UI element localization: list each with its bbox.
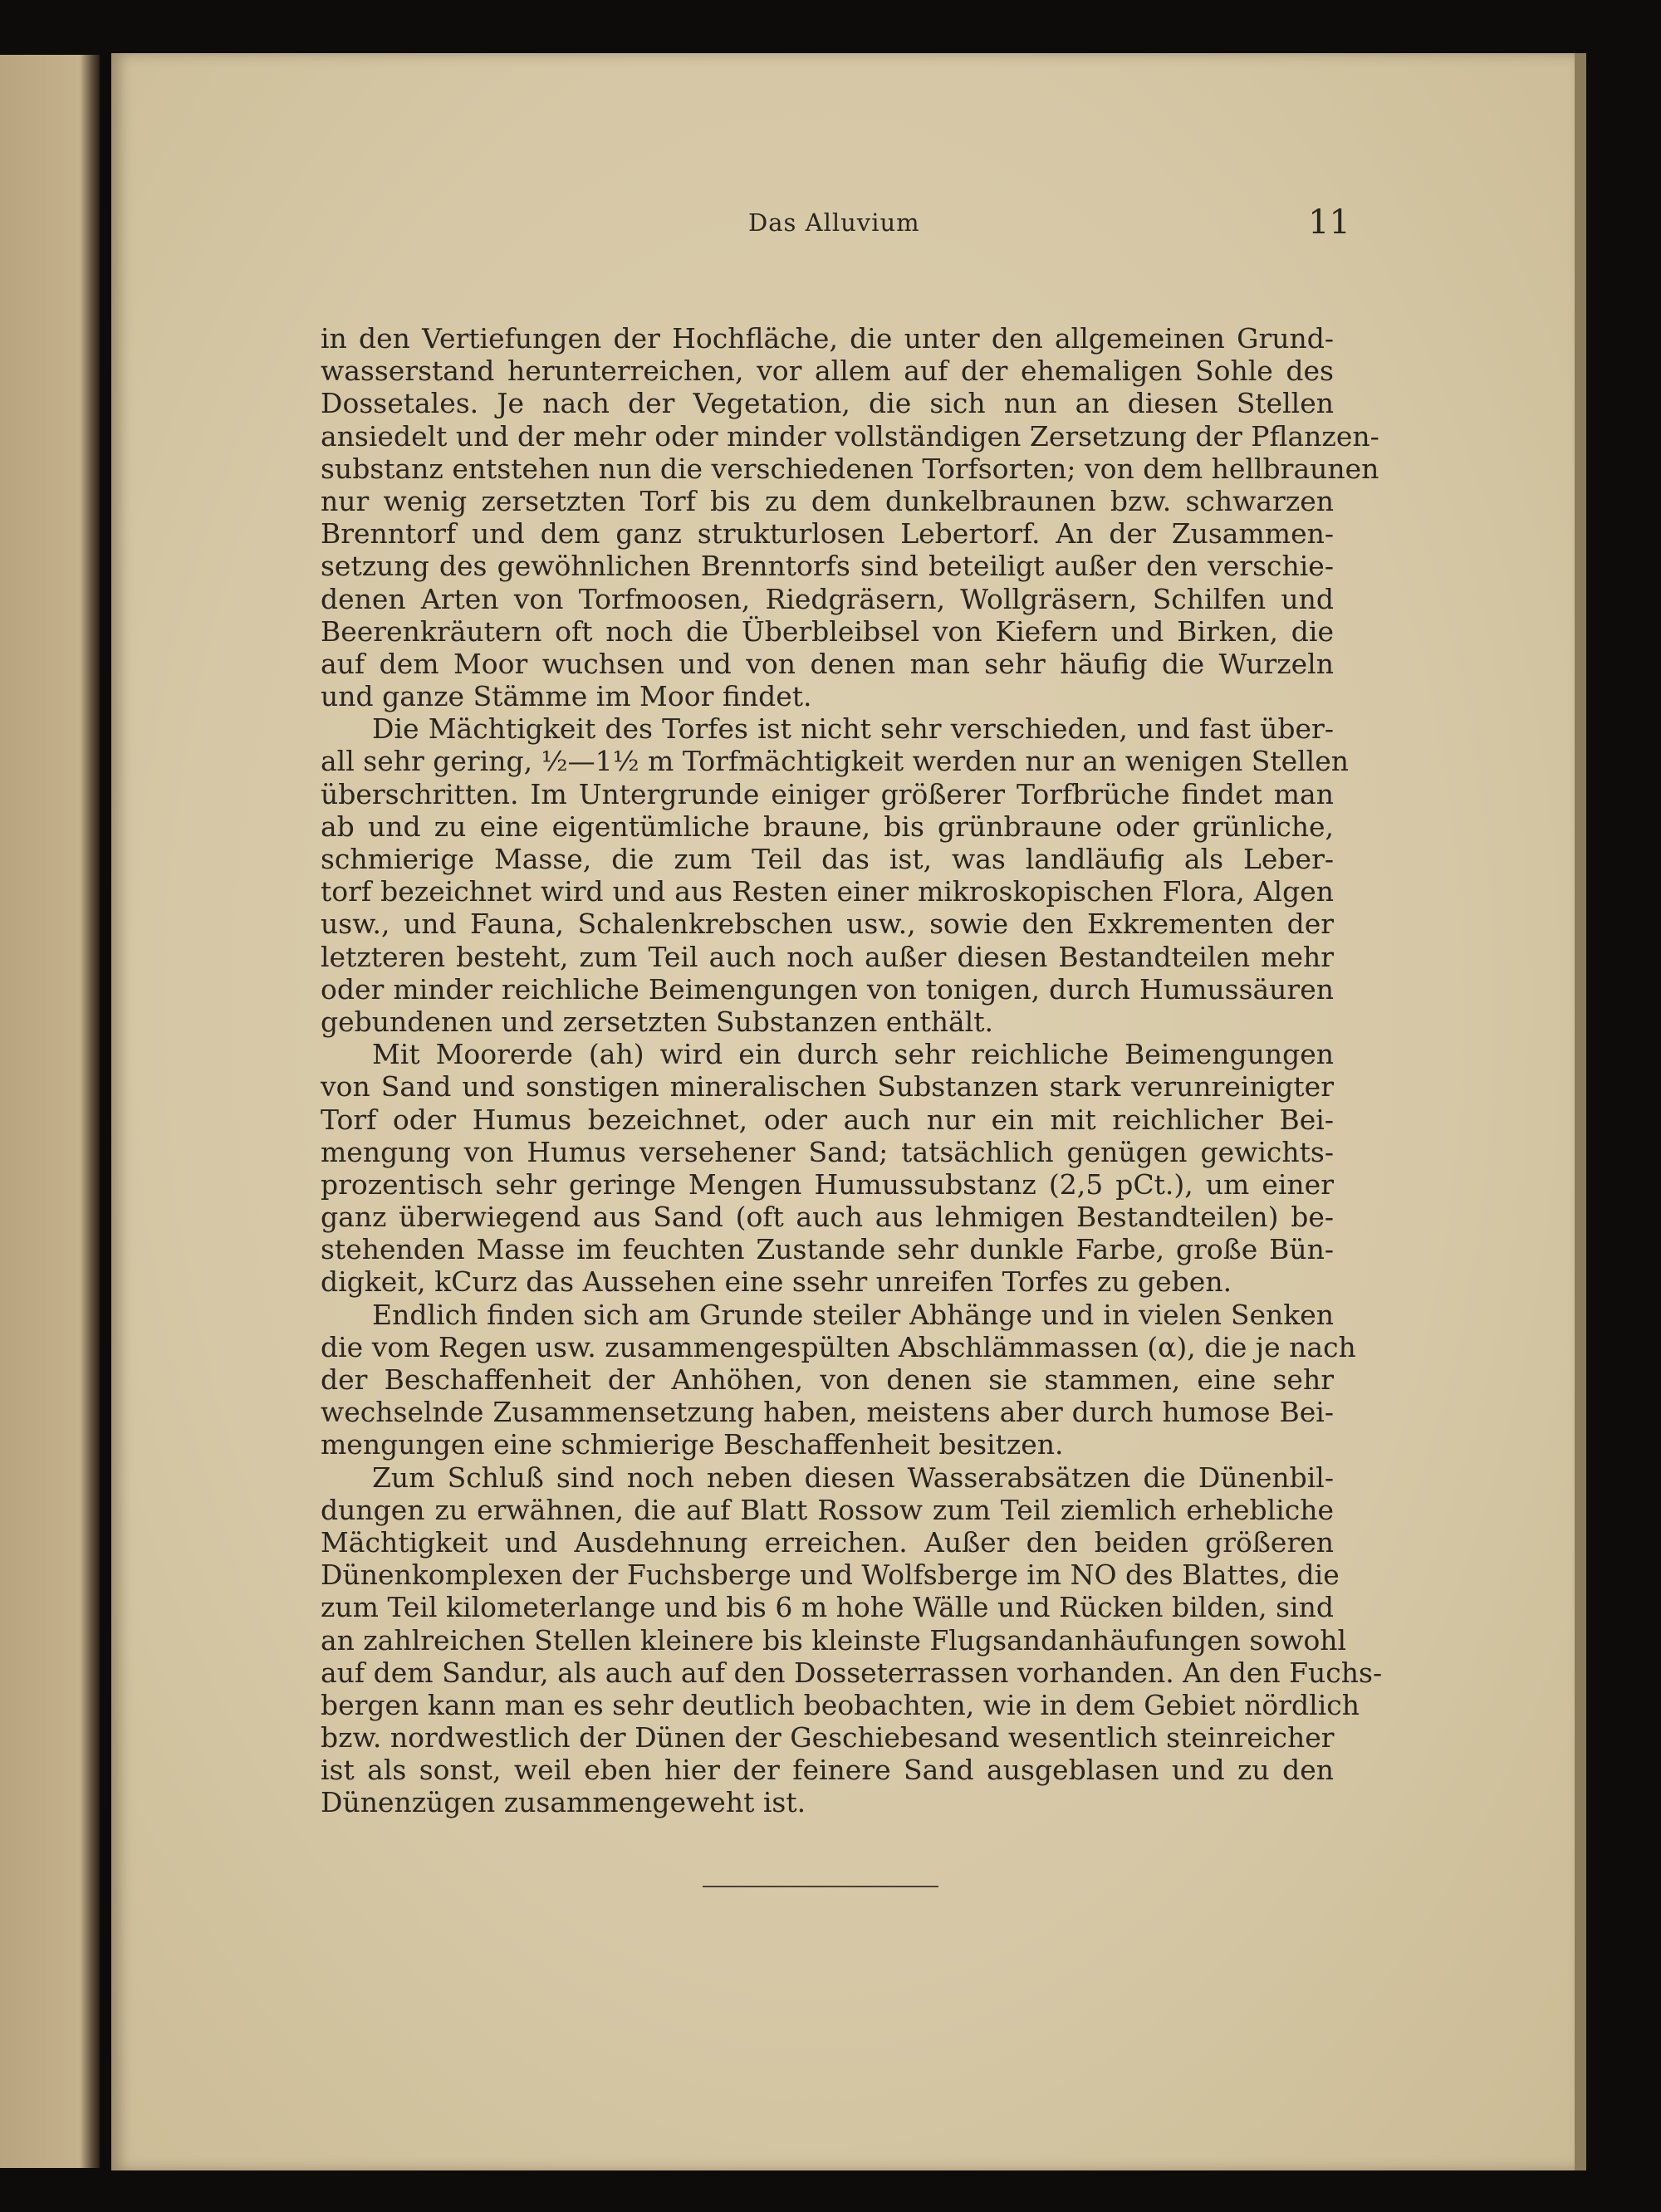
text-line: letzteren besteht, zum Teil auch noch außer diesen Bestandteilen mehr (321, 940, 1334, 973)
text-body (321, 322, 1383, 1819)
text-line: Mit Moorerde (ah) wird ein durch sehr reichliche Beimengungen (372, 1038, 1334, 1071)
text-line: Endlich finden sich am Grunde steiler Abhänge und in vielen Senken (372, 1298, 1334, 1331)
text-line: Dossetales. Je nach der Vegetation, die sich nun an diesen Stellen (321, 387, 1334, 420)
facing-page-edge (0, 55, 100, 2168)
text-line: ist als sonst, weil eben hier der feinere Sand ausgeblasen und zu den (321, 1754, 1334, 1787)
text-line: mengung von Humus versehener Sand; tatsächlich genügen gewichts- (321, 1135, 1334, 1168)
page-number: 11 (1308, 203, 1350, 242)
text-line: überschritten. Im Untergrunde einiger größerer Torfbrüche findet man (321, 777, 1334, 810)
text-line: Dünenkomplexen der Fuchsberge und Wolfsberge im NO des Blattes, die (321, 1559, 1340, 1592)
text-line: von Sand und sonstigen mineralischen Substanzen stark verunreinigter (321, 1070, 1334, 1104)
text-line: wasserstand herunterreichen, vor allem auf der ehemaligen Sohle des (321, 355, 1334, 388)
text-line: schmierige Masse, die zum Teil das ist, was landläufig als Leber- (321, 843, 1334, 875)
text-line: an zahlreichen Stellen kleinere bis kleinste Flugsandanhäufungen sowohl (321, 1623, 1347, 1657)
text-line: Torf oder Humus bezeichnet, oder auch nur ein mit reichlicher Bei- (321, 1103, 1334, 1136)
text-line: auf dem Moor wuchsen und von denen man sehr häufig die Wurzeln (321, 647, 1334, 680)
text-line: Dünenzügen zusammengeweht ist. (321, 1786, 806, 1819)
text-line: in den Vertiefungen der Hochfläche, die unter den allgemeinen Grund- (321, 322, 1334, 355)
end-rule (703, 1886, 938, 1887)
text-line: zum Teil kilometerlange und bis 6 m hohe Wälle und Rücken bilden, sind (321, 1591, 1334, 1624)
text-line: substanz entstehen nun die verschiedenen Torfsorten; von dem hellbraunen (321, 452, 1379, 485)
text-line: prozentisch sehr geringe Mengen Humussubstanz (2,5 pCt.), um einer (321, 1167, 1334, 1201)
text-line: der Beschaffenheit der Anhöhen, von denen sie stammen, eine sehr (321, 1363, 1334, 1396)
text-line: nur wenig zersetzten Torf bis zu dem dunkelbraunen bzw. schwarzen (321, 484, 1334, 517)
text-line: denen Arten von Torfmoosen, Riedgräsern, Wollgräsern, Schilfen und (321, 582, 1334, 615)
text-line: Zum Schluß sind noch neben diesen Wasserabsätzen die Dünenbil- (372, 1461, 1334, 1494)
text-line: gebundenen und zersetzten Substanzen enthält. (321, 1005, 993, 1038)
text-line: oder minder reichliche Beimengungen von tonigen, durch Humussäuren (321, 972, 1334, 1006)
text-line: Die Mächtigkeit des Torfes ist nicht sehr verschieden, und fast über- (372, 712, 1334, 746)
text-line: bzw. nordwestlich der Dünen der Geschiebesand wesentlich steinreicher (321, 1721, 1335, 1754)
text-line: stehenden Masse im feuchten Zustande sehr dunkle Farbe, große Bün- (321, 1233, 1334, 1266)
text-line: torf bezeichnet wird und aus Resten einer mikroskopischen Flora, Algen (321, 875, 1334, 908)
text-line: setzung des gewöhnlichen Brenntorfs sind beteiligt außer den verschie- (321, 550, 1334, 583)
text-line: Brenntorf und dem ganz strukturlosen Lebertorf. An der Zusammen- (321, 517, 1334, 551)
running-title: Das Alluvium (748, 208, 920, 237)
running-head (636, 203, 1350, 262)
text-line: Mächtigkeit und Ausdehnung erreichen. Außer den beiden größeren (321, 1525, 1334, 1559)
text-line: wechselnde Zusammensetzung haben, meistens aber durch humose Bei- (321, 1396, 1334, 1429)
text-line: digkeit, kCurz das Aussehen eine ssehr unreifen Torfes zu geben. (321, 1265, 1232, 1299)
text-line: dungen zu erwähnen, die auf Blatt Rossow zum Teil ziemlich erhebliche (321, 1493, 1334, 1526)
text-line: ansiedelt und der mehr oder minder vollständigen Zersetzung der Pflanzen- (321, 419, 1379, 453)
text-line: usw., und Fauna, Schalenkrebschen usw., sowie den Exkrementen der (321, 908, 1334, 941)
text-line: ab und zu eine eigentümliche braune, bis grünbraune oder grünliche, (321, 810, 1334, 843)
text-line: und ganze Stämme im Moor findet. (321, 680, 812, 713)
text-line: ganz überwiegend aus Sand (oft auch aus lehmigen Bestandteilen) be- (321, 1201, 1334, 1234)
text-line: Beerenkräutern oft noch die Überbleibsel von Kiefern und Birken, die (321, 614, 1334, 648)
text-line: auf dem Sandur, als auch auf den Dosseterrassen vorhanden. An den Fuchs- (321, 1656, 1383, 1689)
text-line: bergen kann man es sehr deutlich beobachten, wie in dem Gebiet nördlich (321, 1688, 1360, 1721)
text-line: all sehr gering, ½—1½ m Torfmächtigkeit werden nur an wenigen Stellen (321, 745, 1350, 778)
text-line: mengungen eine schmierige Beschaffenheit besitzen. (321, 1428, 1064, 1461)
text-line: die vom Regen usw. zusammengespülten Abschlämmassen (α), die je nach (321, 1330, 1356, 1363)
